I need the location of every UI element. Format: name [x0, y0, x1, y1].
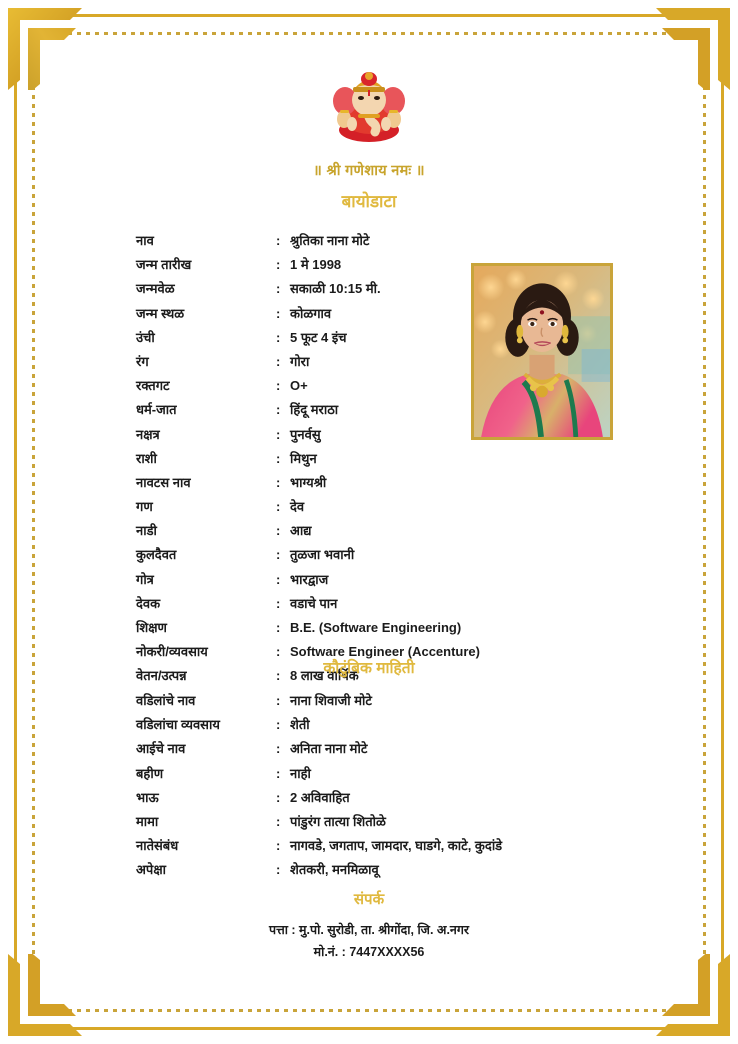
detail-value: वडाचे पान [290, 595, 338, 611]
detail-separator: : [276, 329, 281, 345]
detail-value: सकाळी 10:15 मी. [290, 281, 381, 297]
detail-value: भारद्वाज [290, 571, 329, 587]
detail-row [136, 328, 480, 352]
detail-row [136, 376, 480, 400]
detail-row [136, 425, 480, 449]
detail-value: पांडुरंग तात्या शितोळे [290, 813, 386, 829]
detail-value: श्रुतिका नाना मोटे [290, 233, 370, 248]
detail-label: वडिलांचा व्यवसाय [136, 717, 220, 733]
detail-label: रक्तगट [136, 378, 170, 394]
detail-label: देवक [136, 595, 161, 611]
detail-value: नाना शिवाजी मोटे [290, 693, 372, 708]
dotted-border-top [32, 32, 706, 35]
detail-row [136, 594, 480, 618]
detail-label: नोकरी/व्यवसाय [136, 644, 208, 660]
detail-value: 5 फूट 4 इंच [290, 329, 347, 345]
detail-label: धर्म-जात [136, 402, 177, 418]
detail-label: कुलदैवत [136, 547, 177, 563]
page-title: बायोडाटा [341, 192, 397, 211]
detail-separator: : [276, 693, 281, 708]
detail-label: वेतन/उत्पन्न [136, 668, 187, 684]
detail-row [136, 449, 480, 473]
detail-value: O+ [290, 378, 308, 394]
contact-section-heading: संपर्क [353, 891, 385, 908]
invocation-text: ॥ श्री गणेशाय नमः ॥ [313, 163, 425, 179]
detail-separator: : [276, 523, 281, 539]
detail-value: कोळगाव [290, 305, 332, 321]
detail-row [136, 473, 480, 497]
detail-label: उंची [136, 329, 155, 345]
detail-row [136, 231, 480, 255]
detail-label: अपेक्षा [136, 862, 167, 878]
detail-label: रंग [136, 353, 149, 369]
detail-label: नाव [136, 233, 154, 248]
detail-label: जन्मवेळ [136, 281, 175, 297]
detail-separator: : [276, 402, 281, 418]
detail-row [136, 497, 480, 521]
detail-row [136, 812, 502, 836]
detail-label: वडिलांचे नाव [136, 693, 196, 708]
detail-separator: : [276, 257, 281, 273]
detail-separator: : [276, 741, 281, 757]
detail-value: 8 लाख वार्षिक [290, 668, 359, 684]
detail-separator: : [276, 595, 281, 611]
detail-row [136, 352, 480, 376]
detail-separator: : [276, 426, 281, 442]
detail-value: मिथुन [290, 450, 317, 466]
detail-separator: : [276, 499, 281, 515]
corner-ornament-bottom-left [4, 954, 90, 1040]
detail-label: जन्म तारीख [136, 257, 192, 273]
detail-label: बहीण [136, 765, 164, 781]
detail-separator: : [276, 620, 281, 635]
detail-row [136, 739, 502, 763]
detail-label: भाऊ [136, 789, 159, 805]
detail-row [136, 715, 502, 739]
detail-value: शेती [290, 717, 310, 733]
detail-row [136, 788, 502, 812]
detail-row [136, 764, 502, 788]
detail-row [136, 400, 480, 424]
detail-row [136, 860, 502, 884]
detail-separator: : [276, 789, 281, 805]
ganesh-image-wrap [0, 64, 738, 146]
detail-value: पुनर्वसु [290, 426, 321, 442]
detail-separator: : [276, 644, 281, 660]
detail-label: गण [136, 499, 153, 515]
detail-label: राशी [136, 450, 157, 466]
detail-label: गोत्र [136, 571, 154, 587]
detail-separator: : [276, 353, 281, 369]
detail-value: 1 मे 1998 [290, 257, 342, 273]
detail-row [136, 691, 502, 715]
detail-row [136, 255, 480, 279]
detail-separator: : [276, 765, 281, 781]
frame-line-bottom [14, 1027, 724, 1030]
contact-address: पत्ता : मु.पो. सुरोडी, ता. श्रीगोंदा, जि. अ.नगर [268, 923, 470, 937]
detail-separator: : [276, 668, 281, 684]
detail-separator: : [276, 450, 281, 466]
ganesh-icon [328, 64, 410, 146]
detail-row [136, 570, 480, 594]
detail-label: नावटस नाव [136, 474, 191, 490]
detail-separator: : [276, 862, 281, 878]
detail-label: जन्म स्थळ [136, 305, 185, 321]
detail-separator: : [276, 474, 281, 490]
detail-separator: : [276, 717, 281, 733]
detail-row [136, 521, 480, 545]
detail-label: आईचे नाव [136, 741, 186, 757]
detail-value: आद्य [290, 523, 312, 539]
detail-row [136, 545, 480, 569]
detail-row [136, 836, 502, 860]
detail-value: अनिता नाना मोटे [290, 741, 368, 757]
corner-ornament-top-right [648, 4, 734, 90]
personal-details-section [136, 231, 480, 691]
frame-line-top [14, 14, 724, 17]
detail-row [136, 279, 480, 303]
corner-ornament-bottom-right [648, 954, 734, 1040]
detail-separator: : [276, 281, 281, 297]
detail-value: शेतकरी, मनमिळावू [290, 862, 379, 878]
detail-value: B.E. (Software Engineering) [290, 620, 462, 635]
detail-separator: : [276, 233, 281, 248]
dotted-border-bottom [32, 1009, 706, 1012]
family-section-heading: कौटुंबिक माहिती [323, 660, 415, 677]
family-details-section [136, 691, 502, 885]
detail-label: मामा [136, 813, 159, 829]
contact-mobile: मो.नं. : 7447XXXX56 [313, 945, 425, 959]
detail-value: तुळजा भवानी [290, 547, 355, 563]
detail-row [136, 618, 480, 642]
detail-separator: : [276, 305, 281, 321]
contact-details [0, 919, 738, 963]
detail-value: हिंदू मराठा [290, 402, 339, 418]
detail-label: नक्षत्र [136, 426, 160, 442]
detail-value: नाही [290, 765, 311, 781]
bride-photo [471, 263, 613, 440]
detail-value: देव [290, 499, 305, 515]
detail-value: Software Engineer (Accenture) [290, 644, 480, 660]
detail-value: भाग्यश्री [290, 474, 327, 490]
detail-label: नातेसंबंध [136, 838, 179, 854]
detail-label: नाडी [136, 523, 157, 539]
detail-value: गोरा [290, 353, 310, 369]
detail-separator: : [276, 571, 281, 587]
detail-label: शिक्षण [136, 620, 167, 635]
detail-value: नागवडे, जगताप, जामदार, घाडगे, काटे, कुदांडे [290, 838, 503, 854]
detail-separator: : [276, 838, 281, 854]
detail-separator: : [276, 813, 281, 829]
corner-ornament-top-left [4, 4, 90, 90]
detail-separator: : [276, 547, 281, 563]
detail-separator: : [276, 378, 281, 394]
detail-value: 2 अविवाहित [290, 789, 350, 805]
detail-row [136, 304, 480, 328]
